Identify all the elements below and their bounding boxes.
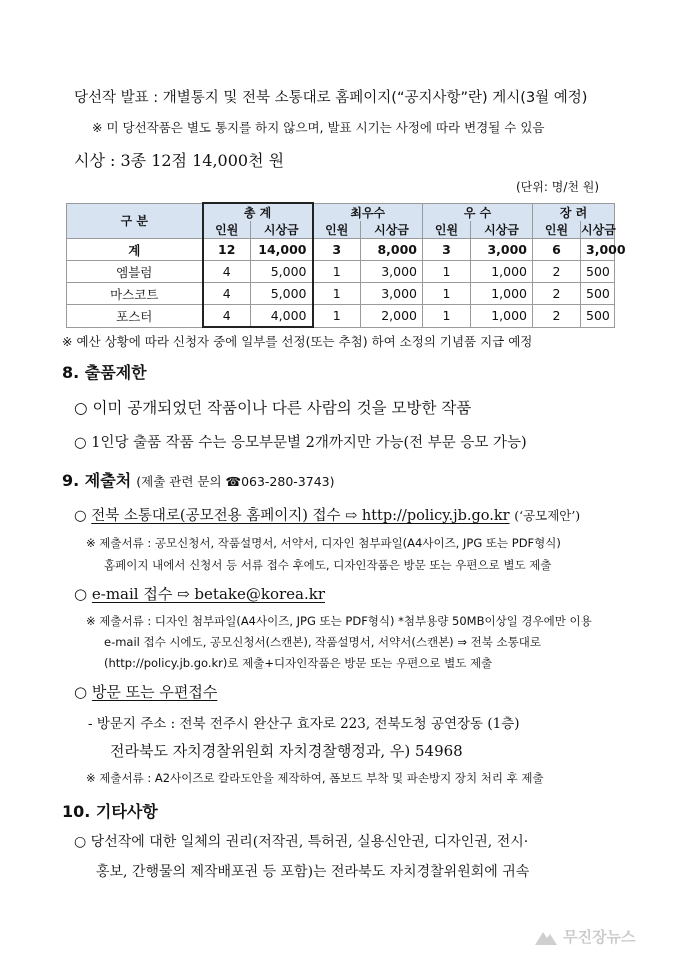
cell: 5,000 xyxy=(251,283,313,305)
cell: 3 xyxy=(423,239,471,261)
cell: 2,000 xyxy=(361,305,423,328)
cell: 3,000 xyxy=(361,283,423,305)
announce-line xyxy=(74,86,587,107)
sub-people: 인원 xyxy=(203,221,251,239)
cell: 3,000 xyxy=(361,261,423,283)
row-label: 마스코트 xyxy=(67,283,203,305)
watermark-text: 무진장뉴스 xyxy=(563,928,636,946)
award-line: 시상 : 3종 12점 14,000천 원 xyxy=(74,151,285,170)
watermark xyxy=(534,926,636,947)
row-label: 엠블럼 xyxy=(67,261,203,283)
cell: 4,000 xyxy=(251,305,313,328)
cell: 1 xyxy=(423,261,471,283)
table-row xyxy=(67,305,615,328)
sub-people: 인원 xyxy=(313,221,361,239)
email-submit-link[interactable]: e-mail 접수 ⇨ betake@korea.kr xyxy=(91,585,325,603)
cell: 1,000 xyxy=(471,283,533,305)
section8-title: 8. 출품제한 xyxy=(62,363,147,382)
cell: 12 xyxy=(203,239,251,261)
cell: 1,000 xyxy=(471,305,533,328)
contact-info: (제출 관련 문의 ☎063-280-3743) xyxy=(136,474,335,489)
cell: 1,000 xyxy=(471,261,533,283)
web-submit-tail: (‘공모제안’) xyxy=(514,508,581,523)
cell: 6 xyxy=(533,239,581,261)
cell: 1 xyxy=(313,305,361,328)
row-label: 포스터 xyxy=(67,305,203,328)
section10-title: 10. 기타사항 xyxy=(62,802,158,821)
cell: 1 xyxy=(313,283,361,305)
cell: 500 xyxy=(581,261,615,283)
cell: 500 xyxy=(581,283,615,305)
section8-item2: ○ 1인당 출품 작품 수는 응모부문별 2개까지만 가능(전 부문 응모 가능) xyxy=(74,435,527,451)
unit-label: (단위: 명/천 원) xyxy=(516,180,600,194)
cell: 5,000 xyxy=(251,261,313,283)
email-note-2: e-mail 접수 시에도, 공모신청서(스캔본), 작품설명서, 서약서(스캔본) ⇒ 전북 소통대로 xyxy=(104,635,541,649)
visit-address-1: - 방문지 주소 : 전북 전주시 완산구 효자로 223, 전북도청 공연장동 (1층) xyxy=(88,716,520,732)
visit-submit-label: 방문 또는 우편접수 xyxy=(91,683,218,701)
cell: 1 xyxy=(423,283,471,305)
cell: 8,000 xyxy=(361,239,423,261)
cell: 2 xyxy=(533,261,581,283)
bullet: ○ xyxy=(74,683,88,701)
sub-amount: 시상금 xyxy=(581,223,616,237)
bullet: ○ xyxy=(74,585,88,603)
visit-submit-line xyxy=(74,681,217,702)
cell: 500 xyxy=(581,305,615,328)
cell: 1 xyxy=(423,305,471,328)
cell: 4 xyxy=(203,261,251,283)
table-row xyxy=(67,283,615,305)
cell: 2 xyxy=(533,305,581,328)
mountain-logo-icon xyxy=(534,927,558,947)
section10-line2: 홍보, 간행물의 제작배포권 등 포함)는 전라북도 자치경찰위원회에 귀속 xyxy=(96,864,530,880)
section8-item1: ○ 이미 공개되었던 작품이나 다른 사람의 것을 모방한 작품 xyxy=(74,399,472,417)
sub-people: 인원 xyxy=(423,221,471,239)
visit-address-2: 전라북도 자치경찰위원회 자치경찰행정과, 우) 54968 xyxy=(110,742,463,760)
table-note: ※ 예산 상황에 따라 신청자 중에 일부를 선정(또는 추첨) 하여 소정의 기념품 지급 예정 xyxy=(62,334,533,349)
header-total: 총 계 xyxy=(203,203,313,221)
cell: 3,000 xyxy=(471,239,533,261)
header-excellence: 우 수 xyxy=(423,203,533,221)
table-row xyxy=(67,239,615,261)
section9-header xyxy=(62,468,335,491)
visit-note: ※ 제출서류 : A2사이즈로 칼라도안을 제작하여, 폼보드 부착 및 파손방지 장치 처리 후 제출 xyxy=(86,771,544,785)
header-grand: 최우수 xyxy=(313,203,423,221)
announce-text: 당선작 발표 : 개별통지 및 전북 소통대로 홈페이지(“공지사항”란) 게시(3월 예정) xyxy=(74,90,588,106)
header-category: 구 분 xyxy=(67,203,203,239)
web-submit-line xyxy=(74,504,580,525)
web-note-2: 홈페이지 내에서 신청서 등 서류 접수 후에도, 디자인작품은 방문 또는 우편으로 별도 제출 xyxy=(104,558,552,572)
web-note-1: ※ 제출서류 : 공모신청서, 작품설명서, 서약서, 디자인 첨부파일(A4사이즈, JPG 또는 PDF형식) xyxy=(86,536,561,550)
cell: 1 xyxy=(313,261,361,283)
cell: 4 xyxy=(203,283,251,305)
announce-note: ※ 미 당선작품은 별도 통지를 하지 않으며, 발표 시기는 사정에 따라 변경될 수 있음 xyxy=(92,120,545,135)
sub-people: 인원 xyxy=(533,221,581,239)
sub-amount: 시상금 xyxy=(361,221,423,239)
row-label: 계 xyxy=(67,239,203,261)
cell: 2 xyxy=(533,283,581,305)
cell: 14,000 xyxy=(251,239,313,261)
sub-amount: 시상금 xyxy=(471,221,533,239)
email-note-3: (http://policy.jb.go.kr)로 제출+디자인작품은 방문 또는 우편으로 별도 제출 xyxy=(104,656,493,670)
cell: 3,000 xyxy=(581,239,615,261)
bullet: ○ xyxy=(74,508,87,524)
email-note-1: ※ 제출서류 : 디자인 첨부파일(A4사이즈, JPG 또는 PDF형식) *첨부용량 50MB이상일 경우에만 이용 xyxy=(86,614,592,628)
section10-line1: ○ 당선작에 대한 일체의 권리(저작권, 특허권, 실용신안권, 디자인권, 전시· xyxy=(74,834,529,850)
header-encouragement: 장 려 xyxy=(533,203,615,221)
cell: 4 xyxy=(203,305,251,328)
prize-table xyxy=(66,202,626,328)
email-submit-line xyxy=(74,583,325,604)
section9-title: 9. 제출처 xyxy=(62,471,132,490)
cell: 3 xyxy=(313,239,361,261)
table-row xyxy=(67,261,615,283)
web-submit-link[interactable]: 전북 소통대로(공모전용 홈페이지) 접수 ⇨ http://policy.jb.go.kr xyxy=(91,508,510,524)
sub-amount: 시상금 xyxy=(251,221,313,239)
